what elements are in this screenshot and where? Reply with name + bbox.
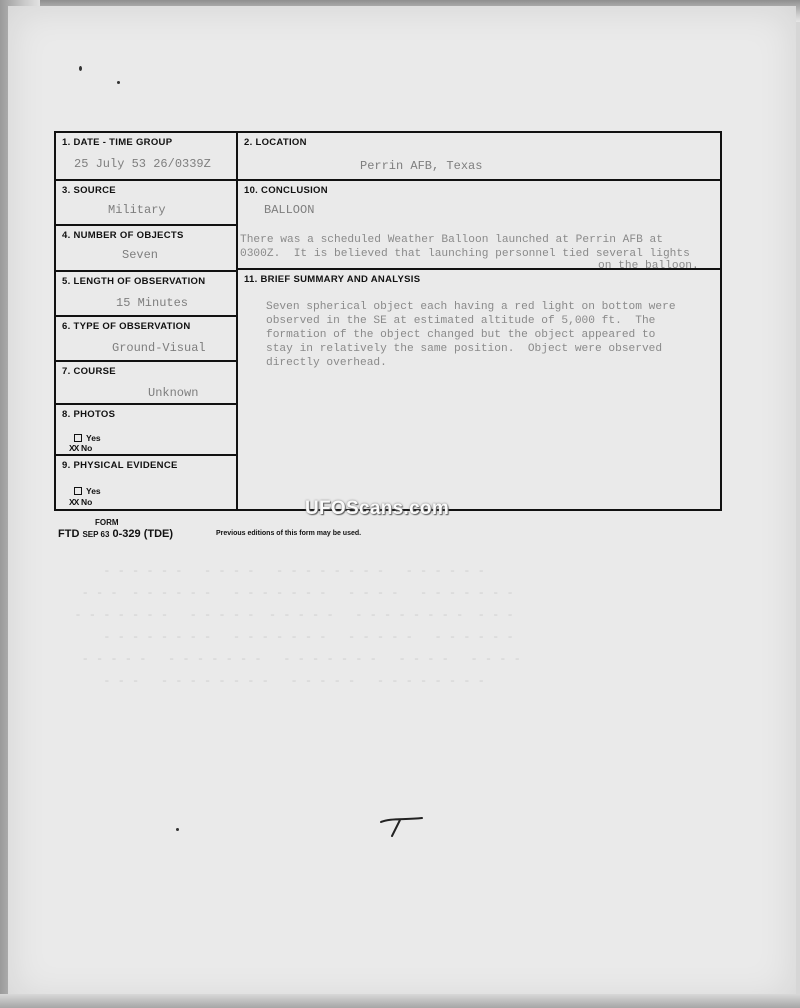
source-label: 3. SOURCE (62, 185, 116, 196)
footer-date: SEP 63 (82, 530, 110, 539)
physical-evidence-label: 9. PHYSICAL EVIDENCE (62, 460, 178, 471)
handwritten-mark (378, 812, 428, 842)
source-cell (56, 181, 236, 224)
type-of-observation-value: Ground-Visual (112, 341, 206, 355)
source-value: Military (108, 203, 166, 217)
length-of-observation-value: 15 Minutes (116, 296, 189, 310)
photos-cell (56, 405, 236, 454)
dust-speck (79, 66, 82, 71)
conclusion-value: BALLOON (264, 203, 315, 217)
brief-summary-cell (238, 270, 720, 509)
physical-evidence-yes-checkbox[interactable] (74, 487, 82, 495)
conclusion-text-line-1: There was a scheduled Weather Balloon launched at Perrin AFB at (240, 234, 663, 246)
brief-summary-line-2: observed in the SE at estimated altitude of 5,000 ft. The (266, 315, 656, 327)
course-cell (56, 362, 236, 403)
bleed-through-text: - - - - - - - - - - - - - - - - - - - - - - - - - - - - - - - - - - - - - - - - - - - - - - - - - - - - - - - - - - - - - - - - - - - - - - - - - - - - - - - - - - - - - - - - - - - - - - - - - - - - - - - - - - - - - - - - - - - - - - - - - - - - - - - - - - - - - - - - - - - - - - - - - - - - - - - - - - - - (74, 564, 521, 688)
course-label: 7. COURSE (62, 366, 116, 377)
watermark: UFOScans.com (305, 498, 450, 519)
physical-evidence-no-option[interactable] (69, 497, 92, 507)
footer-note: Previous editions of this form may be used. (216, 530, 362, 537)
number-of-objects-value: Seven (122, 248, 159, 262)
footer-form-label: FORM (95, 518, 119, 527)
photos-yes-label: Yes (86, 433, 101, 443)
brief-summary-line-3: formation of the object changed but the object appeared to (266, 329, 656, 341)
photos-no-mark[interactable]: XX (69, 443, 79, 453)
footer-number: 0-329 (112, 528, 141, 540)
course-value: Unknown (148, 386, 199, 400)
date-time-group-cell (56, 133, 236, 179)
number-of-objects-label: 4. NUMBER OF OBJECTS (62, 230, 184, 241)
conclusion-text-line-3: on the balloon. (598, 260, 699, 272)
physical-evidence-yes-label: Yes (86, 486, 101, 496)
physical-evidence-cell (56, 456, 236, 509)
ufo-report-form (54, 131, 722, 511)
brief-summary-line-4: stay in relatively the same position. Object were observed (266, 343, 663, 355)
footer-ftd: FTD (58, 528, 80, 540)
physical-evidence-yes-option[interactable] (74, 486, 101, 496)
length-of-observation-cell (56, 272, 236, 315)
scan-bottom-edge (0, 994, 800, 1008)
length-of-observation-label: 5. LENGTH OF OBSERVATION (62, 276, 206, 287)
physical-evidence-no-mark[interactable]: XX (69, 497, 79, 507)
footer-form-id (58, 528, 173, 540)
photos-label: 8. PHOTOS (62, 409, 116, 420)
location-cell (238, 133, 720, 179)
photos-yes-option[interactable] (74, 433, 101, 443)
conclusion-text-line-2: 0300Z. It is believed that launching personnel tied several lights (240, 248, 690, 260)
photos-no-label: No (81, 443, 93, 453)
dust-speck (176, 828, 179, 831)
number-of-objects-cell (56, 226, 236, 270)
physical-evidence-no-label: No (81, 497, 93, 507)
location-label: 2. LOCATION (244, 137, 307, 148)
type-of-observation-label: 6. TYPE OF OBSERVATION (62, 321, 191, 332)
conclusion-label: 10. CONCLUSION (244, 185, 328, 196)
brief-summary-line-1: Seven spherical object each having a red light on bottom were (266, 301, 676, 313)
type-of-observation-cell (56, 317, 236, 360)
date-time-group-label: 1. DATE - TIME GROUP (62, 137, 173, 148)
date-time-group-value: 25 July 53 26/0339Z (74, 157, 211, 171)
dust-speck (117, 81, 120, 84)
location-value: Perrin AFB, Texas (360, 159, 483, 173)
photos-yes-checkbox[interactable] (74, 434, 82, 442)
photos-no-option[interactable] (69, 443, 92, 453)
conclusion-cell (238, 181, 720, 272)
brief-summary-line-5: directly overhead. (266, 357, 387, 369)
footer-code: (TDE) (143, 528, 174, 540)
brief-summary-label: 11. BRIEF SUMMARY AND ANALYSIS (244, 274, 421, 285)
